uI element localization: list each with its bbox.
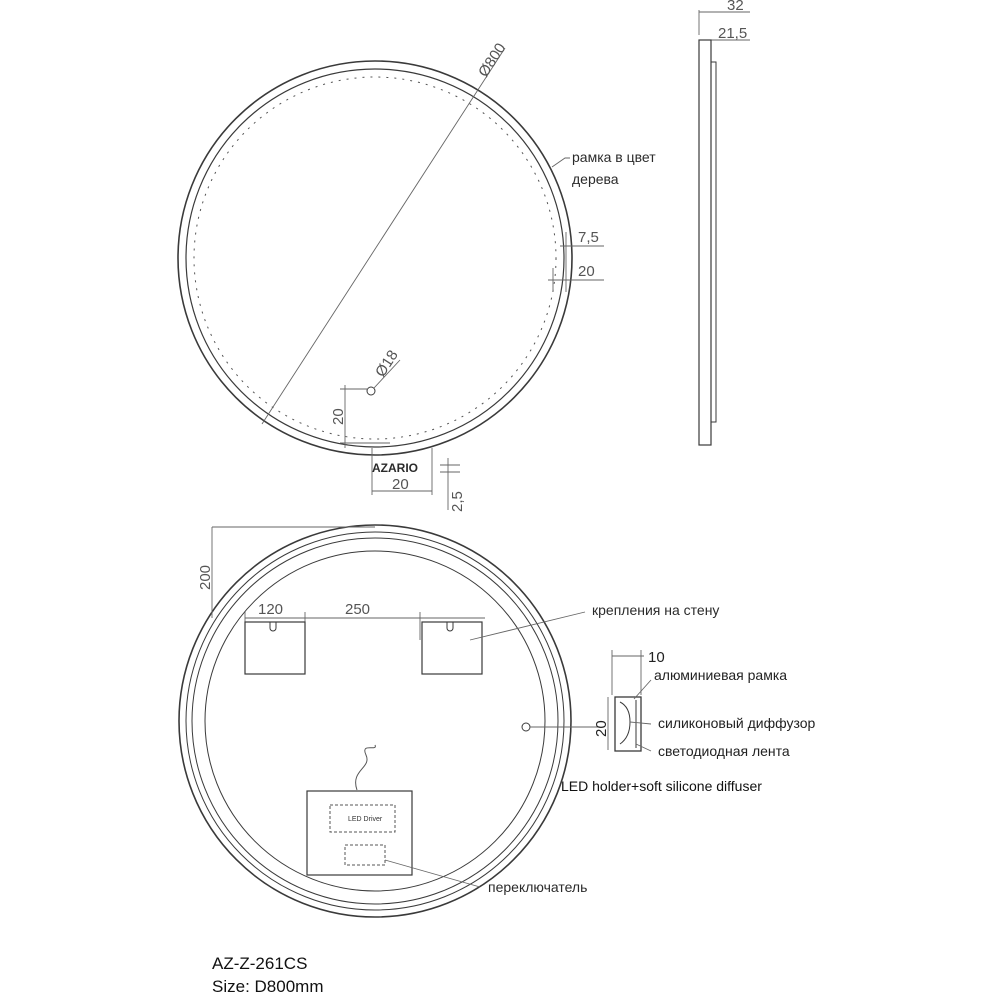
- silicone-diffuser-label: силиконовый диффузор: [658, 715, 816, 731]
- diameter-label: Ø800: [475, 40, 510, 81]
- dim-frame-inner: 7,5: [578, 229, 599, 246]
- switch-outline: [345, 845, 385, 865]
- frame-leader: [552, 158, 570, 167]
- frame-note-line1: рамка в цвет: [572, 149, 656, 165]
- side-depth-total: 32: [727, 0, 744, 14]
- side-view: [699, 0, 750, 445]
- switch-label: переключатель: [488, 879, 588, 895]
- switch-leader: [385, 860, 480, 887]
- side-profile-frame: [711, 62, 716, 422]
- wall-mount-right-slot: [447, 622, 453, 631]
- wall-mount-left-slot: [270, 622, 276, 631]
- profile-section: [615, 697, 641, 751]
- dim-top-offset: 200: [197, 564, 214, 590]
- side-depth-body: 21,5: [718, 25, 748, 42]
- profile-diffuser: [620, 702, 630, 744]
- front-view: [178, 40, 656, 512]
- dim-mount-width: 120: [258, 601, 284, 618]
- profile-height: 20: [593, 720, 610, 737]
- aluminium-leader: [634, 680, 651, 699]
- frame-note-line2: дерева: [572, 171, 619, 187]
- model-size: Size: D800mm: [212, 977, 324, 996]
- profile-caption: LED holder+soft silicone diffuser: [561, 778, 762, 794]
- led-strip-leader: [636, 744, 651, 751]
- profile-width: 10: [648, 649, 665, 666]
- power-cable: [356, 745, 376, 790]
- led-strip-label: светодиодная лента: [658, 743, 790, 759]
- mirror-outer-edge: [178, 61, 572, 455]
- sensor-point-icon: [522, 723, 530, 731]
- button-diameter: Ø18: [372, 347, 402, 381]
- back-outer-edge: [179, 525, 571, 917]
- led-glow-ring: [194, 77, 556, 439]
- side-profile-body: [699, 40, 711, 445]
- back-view: [179, 525, 719, 917]
- wall-mount-leader: [470, 612, 585, 640]
- brand-logo: AZARIO: [372, 461, 418, 475]
- logo-height: 2,5: [449, 491, 466, 512]
- title-block: [212, 954, 323, 996]
- dim-mount-spacing: 250: [345, 601, 371, 618]
- dim-frame-outer: 20: [578, 263, 595, 280]
- driver-box: [307, 791, 412, 875]
- wall-mounts-label: крепления на стену: [592, 602, 720, 618]
- back-frame-ring-2: [192, 538, 558, 904]
- back-frame-ring-3: [205, 551, 545, 891]
- touch-button-icon: [367, 387, 375, 395]
- back-frame-ring-1: [186, 532, 564, 910]
- profile-detail: [561, 649, 816, 794]
- button-offset: 20: [330, 408, 347, 425]
- aluminium-frame-label: алюминиевая рамка: [654, 667, 788, 683]
- led-driver-label: LED Driver: [348, 816, 383, 823]
- logo-width: 20: [392, 476, 409, 493]
- model-code: AZ-Z-261CS: [212, 954, 308, 973]
